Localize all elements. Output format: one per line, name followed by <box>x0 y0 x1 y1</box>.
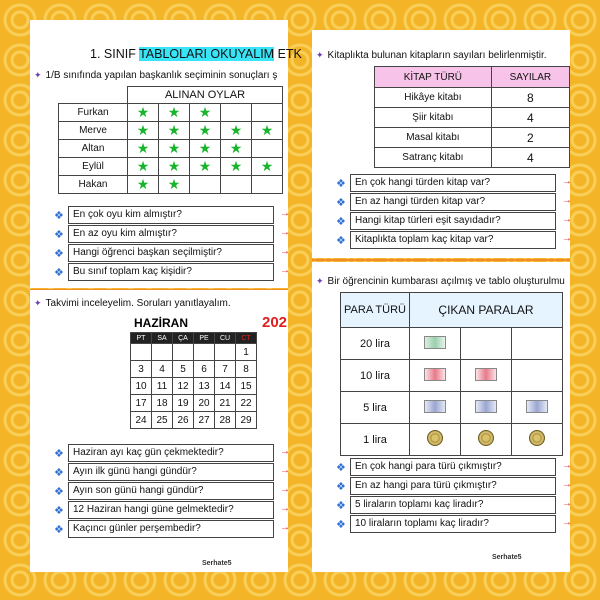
book-count: 4 <box>491 108 569 128</box>
vote-column-header: ALINAN OYLAR <box>128 87 283 104</box>
vote-cell <box>159 176 190 194</box>
book-type: Satranç kitabı <box>375 148 492 168</box>
bullet-icon: ❖ <box>54 467 64 479</box>
arrow-right-icon: → <box>562 195 572 206</box>
calendar-day: 15 <box>236 378 257 395</box>
calendar-week <box>131 412 257 429</box>
vote-cell <box>159 104 190 122</box>
signature: Serhate5 <box>492 554 522 561</box>
arrow-right-icon: → <box>562 214 572 225</box>
sheet-money <box>312 262 570 572</box>
vote-cell <box>221 158 252 176</box>
vote-row <box>59 122 283 140</box>
banknote-icon <box>424 400 446 413</box>
calendar-day: 29 <box>236 412 257 429</box>
money-cell <box>410 360 461 392</box>
vote-cell <box>252 140 283 158</box>
arrow-right-icon: → <box>280 522 290 533</box>
corner-cell <box>59 87 128 104</box>
coin-icon <box>427 430 443 446</box>
calendar-day <box>152 344 173 361</box>
bullet-icon: ❖ <box>54 524 64 536</box>
intro-marker-icon: ✦ <box>34 70 42 80</box>
money-cell <box>512 328 563 360</box>
money-cell <box>461 392 512 424</box>
vote-cell <box>221 104 252 122</box>
calendar-day <box>131 344 152 361</box>
books-row <box>375 108 570 128</box>
books-row <box>375 128 570 148</box>
question-text: Ayın son günü hangi gündür? <box>68 482 274 500</box>
banknote-icon <box>475 368 497 381</box>
star-icon: ★ <box>167 122 181 138</box>
book-type: Hikâye kitabı <box>375 88 492 108</box>
question-text: En az hangi para türü çıkmıştır? <box>350 477 556 495</box>
vote-cell <box>190 122 221 140</box>
vote-cell <box>221 176 252 194</box>
calendar-day: 28 <box>215 412 236 429</box>
vote-cell <box>159 122 190 140</box>
banknote-icon <box>526 400 548 413</box>
arrow-right-icon: → <box>562 460 572 471</box>
banknote-icon <box>475 400 497 413</box>
calendar-day: 22 <box>236 395 257 412</box>
vote-row <box>59 140 283 158</box>
money-cell <box>461 360 512 392</box>
book-type: Masal kitabı <box>375 128 492 148</box>
star-icon: ★ <box>260 158 274 174</box>
day-header: CT <box>236 333 257 344</box>
calendar-day: 5 <box>173 361 194 378</box>
star-icon: ★ <box>136 158 150 174</box>
calendar-day: 25 <box>152 412 173 429</box>
arrow-right-icon: → <box>280 484 290 495</box>
vote-cell <box>252 176 283 194</box>
question-text: En az oyu kim almıştır? <box>68 225 274 243</box>
star-icon: ★ <box>198 140 212 156</box>
intro-marker-icon: ✦ <box>316 50 324 60</box>
arrow-right-icon: → <box>562 233 572 244</box>
coin-icon <box>529 430 545 446</box>
calendar-day: 27 <box>194 412 215 429</box>
vote-cell <box>252 158 283 176</box>
calendar-day: 20 <box>194 395 215 412</box>
star-icon: ★ <box>229 122 243 138</box>
money-row <box>341 328 563 360</box>
calendar-day: 1 <box>236 344 257 361</box>
candidate-name: Eylül <box>59 158 128 176</box>
vote-cell <box>128 140 159 158</box>
vote-cell <box>190 176 221 194</box>
money-type: 1 lira <box>341 424 410 456</box>
question-text: En çok hangi türden kitap var? <box>350 174 556 192</box>
money-row <box>341 392 563 424</box>
star-icon: ★ <box>136 122 150 138</box>
bullet-icon: ❖ <box>336 481 346 493</box>
day-header: CU <box>215 333 236 344</box>
bullet-icon: ❖ <box>54 448 64 460</box>
bullet-icon: ❖ <box>54 267 64 279</box>
vote-table <box>58 86 283 194</box>
bullet-icon: ❖ <box>336 462 346 474</box>
banknote-icon <box>424 336 446 349</box>
calendar-day: 3 <box>131 361 152 378</box>
calendar-week <box>131 395 257 412</box>
calendar-day: 14 <box>215 378 236 395</box>
calendar-day: 12 <box>173 378 194 395</box>
books-header-row <box>375 67 570 88</box>
calendar-day: 6 <box>194 361 215 378</box>
candidate-name: Furkan <box>59 104 128 122</box>
vote-intro: ✦ 1/B sınıfında yapılan başkanlık seçiminin sonuçları ş <box>34 70 278 81</box>
vote-cell <box>128 158 159 176</box>
money-type: 20 lira <box>341 328 410 360</box>
day-header: SA <box>152 333 173 344</box>
books-table <box>374 66 570 168</box>
arrow-right-icon: → <box>280 227 290 238</box>
money-type: 10 lira <box>341 360 410 392</box>
star-icon: ★ <box>198 104 212 120</box>
books-row <box>375 88 570 108</box>
calendar-day <box>215 344 236 361</box>
question-text: Haziran ayı kaç gün çekmektedir? <box>68 444 274 462</box>
sheet-books <box>312 30 570 258</box>
arrow-right-icon: → <box>280 265 290 276</box>
calendar-week <box>131 378 257 395</box>
bullet-icon: ❖ <box>54 505 64 517</box>
intro-marker-icon: ✦ <box>34 298 42 308</box>
money-type: 5 lira <box>341 392 410 424</box>
star-icon: ★ <box>167 176 181 192</box>
calendar-day <box>173 344 194 361</box>
star-icon: ★ <box>229 140 243 156</box>
bullet-icon: ❖ <box>336 235 346 247</box>
candidate-name: Hakan <box>59 176 128 194</box>
calendar-day: 19 <box>173 395 194 412</box>
worksheet-title: 1. SINIF TABLOLARI OKUYALIM ETK <box>90 47 302 61</box>
vote-header-row <box>59 87 283 104</box>
candidate-name: Altan <box>59 140 128 158</box>
bullet-icon: ❖ <box>336 216 346 228</box>
calendar-day: 7 <box>215 361 236 378</box>
vote-cell <box>159 140 190 158</box>
arrow-right-icon: → <box>562 517 572 528</box>
vote-cell <box>159 158 190 176</box>
day-header: PT <box>131 333 152 344</box>
money-intro: ✦ Bir öğrencinin kumbarası açılmış ve tablo oluşturulmu <box>316 276 565 287</box>
question-text: 10 liraların toplamı kaç liradır? <box>350 515 556 533</box>
arrow-right-icon: → <box>280 208 290 219</box>
sheet-vote-table <box>30 20 302 288</box>
vote-cell <box>128 104 159 122</box>
arrow-right-icon: → <box>562 479 572 490</box>
bullet-icon: ❖ <box>54 248 64 260</box>
money-cell <box>512 392 563 424</box>
calendar-day: 21 <box>215 395 236 412</box>
vote-cell <box>128 122 159 140</box>
star-icon: ★ <box>229 158 243 174</box>
calendar-intro: ✦ Takvimi inceleyelim. Soruları yanıtlayalım. <box>34 298 231 309</box>
star-icon: ★ <box>136 104 150 120</box>
calendar-day: 4 <box>152 361 173 378</box>
question-text: Hangi öğrenci başkan seçilmiştir? <box>68 244 274 262</box>
arrow-right-icon: → <box>562 498 572 509</box>
star-icon: ★ <box>136 140 150 156</box>
intro-marker-icon: ✦ <box>316 276 324 286</box>
calendar-day: 18 <box>152 395 173 412</box>
vote-cell <box>190 158 221 176</box>
question-text: 5 liraların toplamı kaç liradır? <box>350 496 556 514</box>
vote-row <box>59 158 283 176</box>
question-text: 12 Haziran hangi güne gelmektedir? <box>68 501 274 519</box>
book-count: 2 <box>491 128 569 148</box>
money-row <box>341 360 563 392</box>
day-header: PE <box>194 333 215 344</box>
bullet-icon: ❖ <box>336 500 346 512</box>
vote-cell <box>221 140 252 158</box>
calendar-week <box>131 361 257 378</box>
header-money-type: PARA TÜRÜ <box>341 293 410 328</box>
star-icon: ★ <box>167 158 181 174</box>
star-icon: ★ <box>198 158 212 174</box>
bullet-icon: ❖ <box>54 486 64 498</box>
arrow-right-icon: → <box>562 176 572 187</box>
money-cell <box>461 424 512 456</box>
calendar-month: HAZİRAN <box>134 316 188 330</box>
question-text: En çok hangi para türü çıkmıştır? <box>350 458 556 476</box>
vote-cell <box>252 122 283 140</box>
money-row <box>341 424 563 456</box>
candidate-name: Merve <box>59 122 128 140</box>
money-cell <box>410 328 461 360</box>
question-text: Hangi kitap türleri eşit sayıdadır? <box>350 212 556 230</box>
header-counts: SAYILAR <box>491 67 569 88</box>
calendar-day: 11 <box>152 378 173 395</box>
day-header: ÇA <box>173 333 194 344</box>
book-type: Şiir kitabı <box>375 108 492 128</box>
calendar-day: 13 <box>194 378 215 395</box>
star-icon: ★ <box>198 122 212 138</box>
calendar-week <box>131 344 257 361</box>
title-highlight: TABLOLARI OKUYALIM <box>139 47 275 61</box>
calendar-day: 10 <box>131 378 152 395</box>
bullet-icon: ❖ <box>336 197 346 209</box>
money-cell <box>512 424 563 456</box>
vote-cell <box>190 104 221 122</box>
divider <box>312 259 570 261</box>
arrow-right-icon: → <box>280 503 290 514</box>
bullet-icon: ❖ <box>336 178 346 190</box>
calendar-table <box>130 332 257 429</box>
books-row <box>375 148 570 168</box>
question-text: Kaçıncı günler perşembedir? <box>68 520 274 538</box>
star-icon: ★ <box>167 104 181 120</box>
star-icon: ★ <box>260 122 274 138</box>
question-text: En çok oyu kim almıştır? <box>68 206 274 224</box>
calendar-day-headers <box>131 333 257 344</box>
money-cell <box>410 392 461 424</box>
calendar-day: 26 <box>173 412 194 429</box>
money-cell <box>410 424 461 456</box>
banknote-icon <box>424 368 446 381</box>
book-count: 4 <box>491 148 569 168</box>
calendar-day: 24 <box>131 412 152 429</box>
calendar-year: 202 <box>262 314 288 331</box>
bullet-icon: ❖ <box>336 519 346 531</box>
vote-cell <box>221 122 252 140</box>
star-icon: ★ <box>167 140 181 156</box>
vote-row <box>59 104 283 122</box>
star-icon: ★ <box>136 176 150 192</box>
money-cell <box>461 328 512 360</box>
vote-cell <box>128 176 159 194</box>
vote-row <box>59 176 283 194</box>
calendar-day: 17 <box>131 395 152 412</box>
header-money-out: ÇIKAN PARALAR <box>410 293 563 328</box>
question-text: En az hangi türden kitap var? <box>350 193 556 211</box>
question-text: Bu sınıf toplam kaç kişidir? <box>68 263 274 281</box>
header-book-type: KİTAP TÜRÜ <box>375 67 492 88</box>
vote-cell <box>190 140 221 158</box>
money-cell <box>512 360 563 392</box>
bullet-icon: ❖ <box>54 210 64 222</box>
books-intro: ✦ Kitaplıkta bulunan kitapların sayıları belirlenmiştir. <box>316 50 547 61</box>
money-table <box>340 292 563 456</box>
book-count: 8 <box>491 88 569 108</box>
arrow-right-icon: → <box>280 446 290 457</box>
arrow-right-icon: → <box>280 246 290 257</box>
vote-cell <box>252 104 283 122</box>
signature: Serhate5 <box>202 560 232 567</box>
calendar-day <box>194 344 215 361</box>
calendar-day: 8 <box>236 361 257 378</box>
coin-icon <box>478 430 494 446</box>
question-text: Kitaplıkta toplam kaç kitap var? <box>350 231 556 249</box>
bullet-icon: ❖ <box>54 229 64 241</box>
sheet-calendar <box>30 290 288 572</box>
question-text: Ayın ilk günü hangi gündür? <box>68 463 274 481</box>
money-header-row <box>341 293 563 328</box>
arrow-right-icon: → <box>280 465 290 476</box>
